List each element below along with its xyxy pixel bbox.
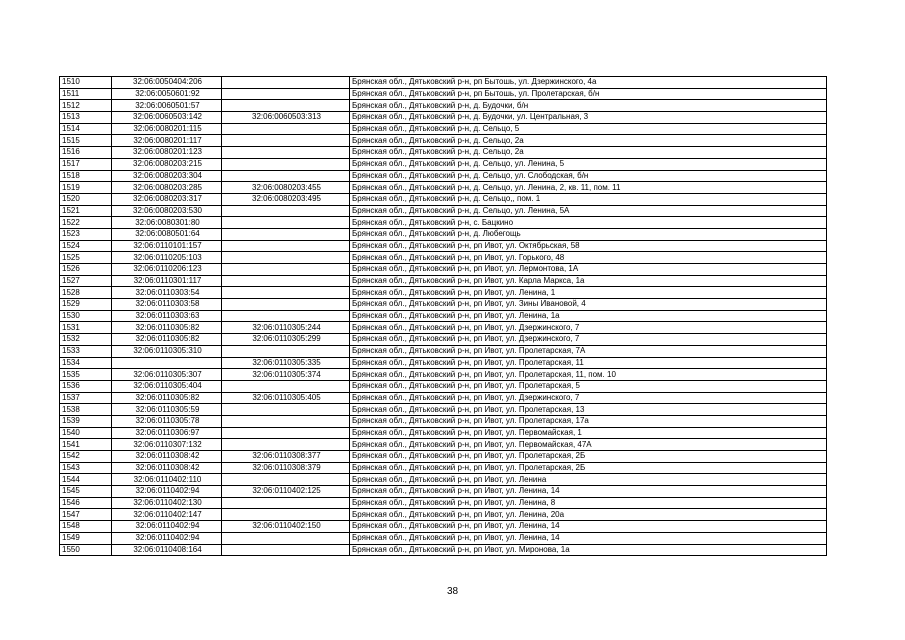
object-cadastral-number-cell [222,497,350,509]
table-row [60,299,827,311]
address-cell: Брянская обл., Дятьковский р-н, рп Ивот, ул. Ленина, 14 [350,532,827,544]
address-cell: Брянская обл., Дятьковский р-н, рп Ивот, ул. Пролетарская, 11 [350,357,827,369]
cadastral-number-cell: 32:06:0110308:42 [112,462,222,474]
object-cadastral-number-cell: 32:06:0110305:374 [222,369,350,381]
object-cadastral-number-cell [222,415,350,427]
address-cell: Брянская обл., Дятьковский р-н, рп Ивот, ул. Миронова, 1а [350,544,827,556]
table-row [60,217,827,229]
cadastral-number-cell: 32:06:0080201:123 [112,147,222,159]
cadastral-number-cell: 32:06:0110303:63 [112,310,222,322]
object-cadastral-number-cell: 32:06:0110402:150 [222,521,350,533]
row-number-cell: 1519 [60,182,112,194]
row-number-cell: 1530 [60,310,112,322]
table-row [60,334,827,346]
cadastral-number-cell: 32:06:0060501:57 [112,100,222,112]
row-number-cell: 1543 [60,462,112,474]
table-row [60,392,827,404]
address-cell: Брянская обл., Дятьковский р-н, рп Ивот, ул. Зины Ивановой, 4 [350,299,827,311]
address-cell: Брянская обл., Дятьковский р-н, рп Ивот, ул. Ленина, 1а [350,310,827,322]
object-cadastral-number-cell: 32:06:0110402:125 [222,486,350,498]
address-cell: Брянская обл., Дятьковский р-н, рп Ивот, ул. Дзержинского, 7 [350,334,827,346]
object-cadastral-number-cell: 32:06:0110308:377 [222,451,350,463]
address-cell: Брянская обл., Дятьковский р-н, рп Ивот, ул. Лермонтова, 1А [350,264,827,276]
table-row [60,135,827,147]
row-number-cell: 1518 [60,170,112,182]
cadastral-number-cell: 32:06:0110408:164 [112,544,222,556]
row-number-cell: 1534 [60,357,112,369]
object-cadastral-number-cell [222,123,350,135]
table-row [60,521,827,533]
cadastral-number-cell: 32:06:0110402:147 [112,509,222,521]
address-cell: Брянская обл., Дятьковский р-н, рп Ивот, ул. Дзержинского, 7 [350,322,827,334]
address-cell: Брянская обл., Дятьковский р-н, рп Ивот, ул. Пролетарская, 5 [350,380,827,392]
table-row [60,310,827,322]
object-cadastral-number-cell [222,509,350,521]
cadastral-number-cell: 32:06:0080203:304 [112,170,222,182]
row-number-cell: 1550 [60,544,112,556]
cadastral-number-cell: 32:06:0110101:157 [112,240,222,252]
address-cell: Брянская обл., Дятьковский р-н, д. Сельцо, 5 [350,123,827,135]
object-cadastral-number-cell: 32:06:0060503:313 [222,112,350,124]
object-cadastral-number-cell [222,228,350,240]
cadastral-number-cell: 32:06:0110305:82 [112,334,222,346]
row-number-cell: 1514 [60,123,112,135]
cadastral-number-cell: 32:06:0110301:117 [112,275,222,287]
object-cadastral-number-cell [222,532,350,544]
cadastral-number-cell: 32:06:0080203:530 [112,205,222,217]
cadastral-number-cell: 32:06:0110305:404 [112,380,222,392]
table-row [60,544,827,556]
row-number-cell: 1538 [60,404,112,416]
address-cell: Брянская обл., Дятьковский р-н, д. Сельцо, 2а [350,147,827,159]
row-number-cell: 1525 [60,252,112,264]
row-number-cell: 1544 [60,474,112,486]
object-cadastral-number-cell [222,544,350,556]
table-row [60,88,827,100]
object-cadastral-number-cell: 32:06:0080203:455 [222,182,350,194]
table-row [60,439,827,451]
cadastral-number-cell: 32:06:0080301:80 [112,217,222,229]
row-number-cell: 1541 [60,439,112,451]
table-row [60,264,827,276]
address-cell: Брянская обл., Дятьковский р-н, рп Ивот, ул. Пролетарская, 17а [350,415,827,427]
table-row [60,228,827,240]
table-row [60,100,827,112]
object-cadastral-number-cell [222,100,350,112]
row-number-cell: 1535 [60,369,112,381]
row-number-cell: 1526 [60,264,112,276]
row-number-cell: 1532 [60,334,112,346]
row-number-cell: 1527 [60,275,112,287]
address-cell: Брянская обл., Дятьковский р-н, рп Ивот, ул. Октябрьская, 58 [350,240,827,252]
row-number-cell: 1515 [60,135,112,147]
address-cell: Брянская обл., Дятьковский р-н, рп Бытошь, ул. Дзержинского, 4а [350,77,827,89]
table-row [60,252,827,264]
object-cadastral-number-cell [222,474,350,486]
address-cell: Брянская обл., Дятьковский р-н, рп Ивот, ул. Пролетарская, 13 [350,404,827,416]
row-number-cell: 1521 [60,205,112,217]
object-cadastral-number-cell [222,310,350,322]
table-row [60,532,827,544]
cadastral-number-cell: 32:06:0110205:103 [112,252,222,264]
object-cadastral-number-cell [222,264,350,276]
object-cadastral-number-cell: 32:06:0110305:244 [222,322,350,334]
table-row [60,322,827,334]
table-row [60,182,827,194]
object-cadastral-number-cell: 32:06:0110308:379 [222,462,350,474]
table-row [60,205,827,217]
object-cadastral-number-cell [222,135,350,147]
cadastral-number-cell: 32:06:0080201:115 [112,123,222,135]
cadastral-number-cell: 32:06:0110306:97 [112,427,222,439]
table-row [60,112,827,124]
address-cell: Брянская обл., Дятьковский р-н, рп Ивот, ул. Ленина, 20а [350,509,827,521]
cadastral-number-cell: 32:06:0110303:54 [112,287,222,299]
row-number-cell: 1516 [60,147,112,159]
cadastral-number-cell: 32:06:0080203:215 [112,158,222,170]
row-number-cell: 1549 [60,532,112,544]
address-cell: Брянская обл., Дятьковский р-н, рп Ивот, ул. Дзержинского, 7 [350,392,827,404]
table-row [60,275,827,287]
address-cell: Брянская обл., Дятьковский р-н, д. Сельцо, ул. Ленина, 5 [350,158,827,170]
row-number-cell: 1528 [60,287,112,299]
address-cell: Брянская обл., Дятьковский р-н, рп Ивот, ул. Первомайская, 47А [350,439,827,451]
row-number-cell: 1547 [60,509,112,521]
table-row [60,170,827,182]
row-number-cell: 1511 [60,88,112,100]
address-cell: Брянская обл., Дятьковский р-н, д. Сельцо, ул. Ленина, 2, кв. 11, пом. 11 [350,182,827,194]
row-number-cell: 1537 [60,392,112,404]
cadastral-number-cell: 32:06:0110307:132 [112,439,222,451]
table-row [60,415,827,427]
object-cadastral-number-cell [222,205,350,217]
address-cell: Брянская обл., Дятьковский р-н, рп Ивот, ул. Карла Маркса, 1а [350,275,827,287]
cadastral-number-cell: 32:06:0050601:92 [112,88,222,100]
object-cadastral-number-cell: 32:06:0080203:495 [222,193,350,205]
table-row [60,369,827,381]
row-number-cell: 1540 [60,427,112,439]
address-cell: Брянская обл., Дятьковский р-н, рп Ивот, ул. Пролетарская, 7А [350,345,827,357]
object-cadastral-number-cell [222,299,350,311]
object-cadastral-number-cell: 32:06:0110305:335 [222,357,350,369]
row-number-cell: 1539 [60,415,112,427]
cadastral-number-cell: 32:06:0060503:142 [112,112,222,124]
address-cell: Брянская обл., Дятьковский р-н, рп Ивот, ул. Ленина, 14 [350,521,827,533]
row-number-cell: 1523 [60,228,112,240]
row-number-cell: 1542 [60,451,112,463]
address-cell: Брянская обл., Дятьковский р-н, рп Ивот, ул. Пролетарская, 11, пом. 10 [350,369,827,381]
table-row [60,147,827,159]
table-row [60,509,827,521]
row-number-cell: 1533 [60,345,112,357]
address-cell: Брянская обл., Дятьковский р-н, рп Ивот, ул. Пролетарская, 2Б [350,451,827,463]
cadastral-number-cell: 32:06:0110402:130 [112,497,222,509]
address-cell: Брянская обл., Дятьковский р-н, рп Ивот, ул. Ленина [350,474,827,486]
table-row [60,404,827,416]
address-cell: Брянская обл., Дятьковский р-н, д. Будочки, ул. Центральная, 3 [350,112,827,124]
cadastral-number-cell: 32:06:0110305:82 [112,322,222,334]
cadastral-number-cell: 32:06:0110305:82 [112,392,222,404]
table-row [60,357,827,369]
row-number-cell: 1512 [60,100,112,112]
table-body [60,77,827,556]
cadastral-number-cell: 32:06:0110402:94 [112,486,222,498]
row-number-cell: 1510 [60,77,112,89]
cadastral-number-cell: 32:06:0110305:59 [112,404,222,416]
cadastral-number-cell: 32:06:0080501:64 [112,228,222,240]
property-table [59,76,827,556]
address-cell: Брянская обл., Дятьковский р-н, рп Бытошь, ул. Пролетарская, б/н [350,88,827,100]
row-number-cell: 1520 [60,193,112,205]
object-cadastral-number-cell [222,158,350,170]
object-cadastral-number-cell [222,217,350,229]
table-row [60,287,827,299]
cadastral-number-cell [112,357,222,369]
cadastral-number-cell: 32:06:0080201:117 [112,135,222,147]
address-cell: Брянская обл., Дятьковский р-н, рп Ивот, ул. Пролетарская, 2Б [350,462,827,474]
row-number-cell: 1531 [60,322,112,334]
address-cell: Брянская обл., Дятьковский р-н, д. Будочки, б/н [350,100,827,112]
address-cell: Брянская обл., Дятьковский р-н, д. Сельцо, 2а [350,135,827,147]
table-row [60,474,827,486]
object-cadastral-number-cell [222,427,350,439]
table-row [60,427,827,439]
address-cell: Брянская обл., Дятьковский р-н, д. Сельцо, ул. Ленина, 5А [350,205,827,217]
cadastral-number-cell: 32:06:0110402:110 [112,474,222,486]
table-row [60,77,827,89]
address-cell: Брянская обл., Дятьковский р-н, рп Ивот, ул. Ленина, 8 [350,497,827,509]
address-cell: Брянская обл., Дятьковский р-н, рп Ивот, ул. Ленина, 1 [350,287,827,299]
table-row [60,123,827,135]
table-row [60,497,827,509]
cadastral-number-cell: 32:06:0050404:206 [112,77,222,89]
table-row [60,345,827,357]
table-row [60,451,827,463]
row-number-cell: 1546 [60,497,112,509]
cadastral-number-cell: 32:06:0110402:94 [112,532,222,544]
cadastral-number-cell: 32:06:0080203:285 [112,182,222,194]
address-cell: Брянская обл., Дятьковский р-н, рп Ивот, ул. Горького, 48 [350,252,827,264]
object-cadastral-number-cell [222,77,350,89]
cadastral-number-cell: 32:06:0110206:123 [112,264,222,276]
object-cadastral-number-cell [222,275,350,287]
cadastral-number-cell: 32:06:0110305:307 [112,369,222,381]
object-cadastral-number-cell [222,252,350,264]
address-cell: Брянская обл., Дятьковский р-н, д. Сельцо,, пом. 1 [350,193,827,205]
address-cell: Брянская обл., Дятьковский р-н, д. Любегощь [350,228,827,240]
cadastral-number-cell: 32:06:0080203:317 [112,193,222,205]
table-row [60,486,827,498]
row-number-cell: 1524 [60,240,112,252]
row-number-cell: 1513 [60,112,112,124]
row-number-cell: 1517 [60,158,112,170]
address-cell: Брянская обл., Дятьковский р-н, рп Ивот, ул. Ленина, 14 [350,486,827,498]
object-cadastral-number-cell [222,88,350,100]
row-number-cell: 1529 [60,299,112,311]
row-number-cell: 1545 [60,486,112,498]
object-cadastral-number-cell [222,404,350,416]
table-row [60,158,827,170]
cadastral-number-cell: 32:06:0110308:42 [112,451,222,463]
address-cell: Брянская обл., Дятьковский р-н, с. Бацкино [350,217,827,229]
table-row [60,240,827,252]
table-row [60,380,827,392]
cadastral-number-cell: 32:06:0110305:78 [112,415,222,427]
object-cadastral-number-cell [222,439,350,451]
address-cell: Брянская обл., Дятьковский р-н, рп Ивот, ул. Первомайская, 1 [350,427,827,439]
row-number-cell: 1536 [60,380,112,392]
object-cadastral-number-cell: 32:06:0110305:405 [222,392,350,404]
address-cell: Брянская обл., Дятьковский р-н, д. Сельцо, ул. Слободская, б/н [350,170,827,182]
row-number-cell: 1522 [60,217,112,229]
cadastral-number-cell: 32:06:0110402:94 [112,521,222,533]
object-cadastral-number-cell [222,147,350,159]
object-cadastral-number-cell [222,380,350,392]
object-cadastral-number-cell [222,240,350,252]
object-cadastral-number-cell: 32:06:0110305:299 [222,334,350,346]
object-cadastral-number-cell [222,287,350,299]
cadastral-number-cell: 32:06:0110305:310 [112,345,222,357]
table-row [60,462,827,474]
cadastral-number-cell: 32:06:0110303:58 [112,299,222,311]
object-cadastral-number-cell [222,345,350,357]
object-cadastral-number-cell [222,170,350,182]
row-number-cell: 1548 [60,521,112,533]
page-number: 38 [446,586,459,597]
table-row [60,193,827,205]
